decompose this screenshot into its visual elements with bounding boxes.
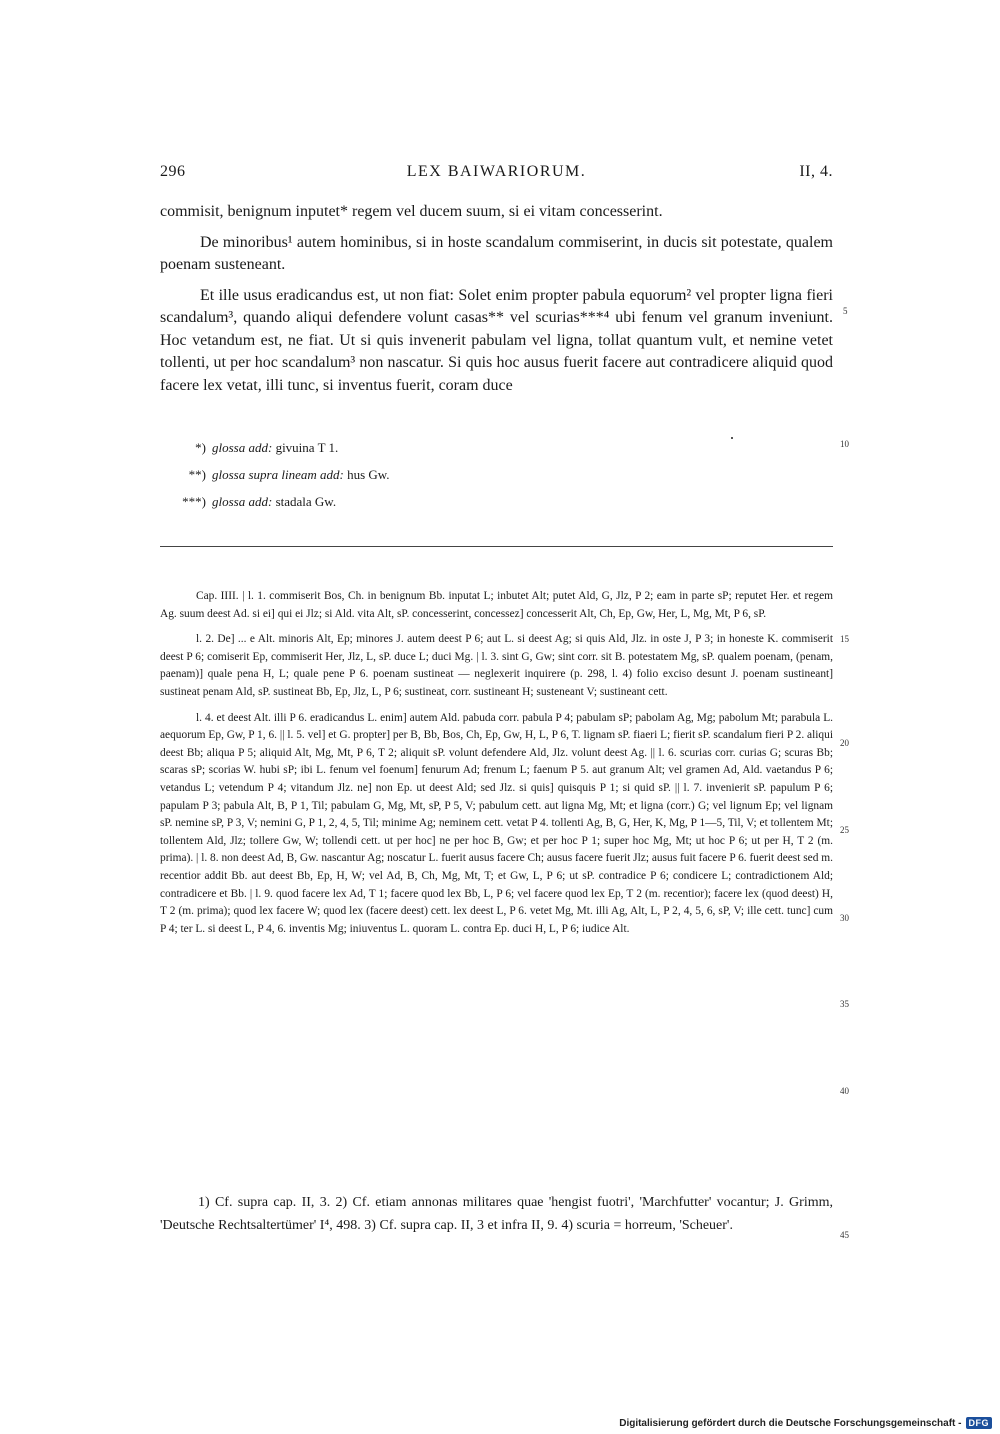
apparatus-entry: l. 2. De] ... e Alt. minoris Alt, Ep; minores J. autem deest P 6; aut L. si deest Ag; si quis Ald, Jlz. in oste J, P 3; in honeste K. commiserit deest P 6; comiserit Ep, commiserit Her, Jlz, L, sP. duce L; duci Mg. | l. 3. sint G, Gw; sint corr. sit B. potestatem Mg, sP. qualem poenam, (penam, paenam)] quale pena H, L; quale pene P 6. poenam sustineat — neglexerit inquirere (p. 298, l. 4) folio exciso desunt J. poenam sustineant] sustineat penam Ald, sP. sustineat Bb, Ep, Jlz, L, P 6; sustineat, corr. sustineant H; susteneant V; sustineant cett. [160,633,833,698]
main-paragraph-3: Et ille usus eradicandus est, ut non fiat: Solet enim propter pabula equorum² vel propter ligna fieri scandalum³, quando aliqui defendere volunt casas** vel scurias***⁴ ubi fenum vel granum inveniunt. Hoc vetandum est, ne fiat. Ut si quis invenerit pabulam vel ligna, tollat quantum vult, et nemine vetet tollenti, ut per hoc scandalum³ non nascatur. Si quis hoc ausus fuerit facere aut contradicere aliquid quod facere lex vetat, illi tunc, si inventus fuerit, coram duce [160,286,833,394]
apparatus-entry: Cap. IIII. | l. 1. commiserit Bos, Ch. in benignum Bb. inputat L; inbutet Alt; putet Ald, G, Jlz, P 2; eam in parte sP; reputet Her. et regem Ag. suum deest Ad. si ei] qui ei Jlz; si Ald. vita Alt, sP. concesserint, concessez] concesserit Alt, Ch, Ep, Gw, Her, L, Mg, Mt, P 6, sP. [160,590,833,620]
line-number-5: 5 [843,306,848,316]
dfg-footer [619,1415,992,1431]
line-number-45: 45 [840,1230,849,1240]
footnotes [160,1192,833,1237]
main-paragraph-1: commisit, benignum inputet* regem vel ducem suum, si ei vitam concesserint. [160,203,663,220]
line-number-10: 10 [840,439,849,449]
gloss-note [180,461,780,488]
running-title: LEX BAIWARIORUM. [406,163,587,180]
gloss-text: hus Gw. [347,467,390,482]
gloss-note [180,488,780,515]
line-number-20: 20 [840,738,849,748]
gloss-label: glossa add: [212,440,273,455]
line-number-35: 35 [840,999,849,1009]
gloss-label: glossa supra lineam add: [212,467,344,482]
page-number: 296 [160,163,186,180]
gloss-mark: *) [195,440,206,455]
line-number-15: 15 [840,634,849,644]
apparatus-entry: l. 4. et deest Alt. illi P 6. eradicandus L. enim] autem Ald. pabuda corr. pabula P 4; pabulam sP; pabolam Ag, Mg; pabolum Mt; parabula L. aequorum Ep, Gw, P 1, 6. || l. 5. vel] et G. propter] per B, Bb, Bos, Ch, Ep, Gw, H, L, P 6, T. lignam sP. fiaeri L; fierit sP. scandalum fieri P 2. aliqui deest Bb; aliqua P 5; aliquid Alt, Mg, Mt, P 6, T 2; aliquit sP. volunt defendere Ald, Jlz. volunt deest Ag. || l. 6. scurias corr. curias G; scuras Bb; scaras sP; scorias W. hubi sP; ibi L. fenum vel foenum] fenurum Ad; frenum L; faenum P 5. aut granum Alt; vel gramen Ad, Ald. vaetandus P 6; vetandus L; vetendum P 4; vitandum Jlz. ne] non Ep. ut deest Ald; sed Jlz. si quis] quisquis P 1; si quid sP. || l. 7. invenierit sP. papulum P 6; papulam P 3; pabula Alt, B, P 1, Til; pabulam G, Mg, Mt, sP, P 5, V; pabulum cett. aut ligna Mg, Mt; et ligna (corr.) G; vel lignum Ep; vel lignam sP. nemine sP, P 3, V; nemini G, P 1, 2, 4, 5, Til; minime Ag; neminem cett. vetat P 4. tollenti Ag, B, G, Her, K, Mg, P 1—5, Til, V; et tollentem Mt; tollentem Ald, Jlz; tollere Gw, W; tollendi cett. ut per hoc] ne per hoc B, Gw; et per hoc P 1; super hoc Mg, Mt; ut hoc P 6; ut per H, T 2 (m. prima). | l. 8. non deest Ad, B, Gw. nascantur Ag; noscatur L. fuerit ausus facere Ch; ausus facere fuerit Jlz; ausus fuit facere P 6. fuerit deest sed m. recentior addit Bb. aut deest Bb, Ep, H, W; vel Ad, B, Ch, Mg, Mt, T; et Gw, L, P 6; ut sP. contradice P 6; condicere L; contradictionem Ald; contradicere et Bb. | l. 9. quod facere lex Ad, T 1; facere quod lex Bb, L, P 6; vel facere quod lex Ep, T 2 (m. recentior); facere lex (quod deest) H, T 2 (m. prima); quod lex facere W; quod lex (facere deest) cett. lex deest L, P 6. vetet Mg, Mt. illi Ag, Alt, L, P 2, 4, 5, 6, sP, V; ille cett. tunc] cum P 4; ter L. si deest L, P 4, 6. inventis Mg; iniuventus L. quoram L. contra Ep. duci H, L, P 6; iudice Alt. [160,711,833,935]
gloss-note [180,434,780,461]
gloss-mark: **) [188,467,206,482]
gloss-label: glossa add: [212,494,273,509]
gloss-text: stadala Gw. [275,494,337,509]
footer-text: Digitalisierung gefördert durch die Deutsche Forschungsgemeinschaft - [619,1417,962,1429]
separator-rule [160,546,833,547]
footnote-block: 1) Cf. supra cap. II, 3. 2) Cf. etiam annonas militares quae 'hengist fuotri', 'Marchfutter' vocantur; J. Grimm, 'Deutsche Rechtsaltertümer' I⁴, 498. 3) Cf. supra cap. II, 3 et infra II, 9. 4) scuria = horreum, 'Scheuer'. [160,1195,833,1233]
dfg-logo: DFG [966,1417,993,1429]
page-header [160,163,833,187]
line-number-40: 40 [840,1086,849,1096]
line-number-25: 25 [840,825,849,835]
main-text [160,201,833,405]
section-ref: II, 4. [799,163,833,180]
line-number-30: 30 [840,913,849,923]
main-paragraph-2: De minoribus¹ autem hominibus, si in hoste scandalum commiserint, in ducis sit potestate, qualem poenam susteneant. [160,233,833,273]
gloss-notes [180,434,780,515]
critical-apparatus [160,588,833,946]
gloss-text: givuina T 1. [275,440,339,455]
gloss-mark: ***) [182,494,206,509]
